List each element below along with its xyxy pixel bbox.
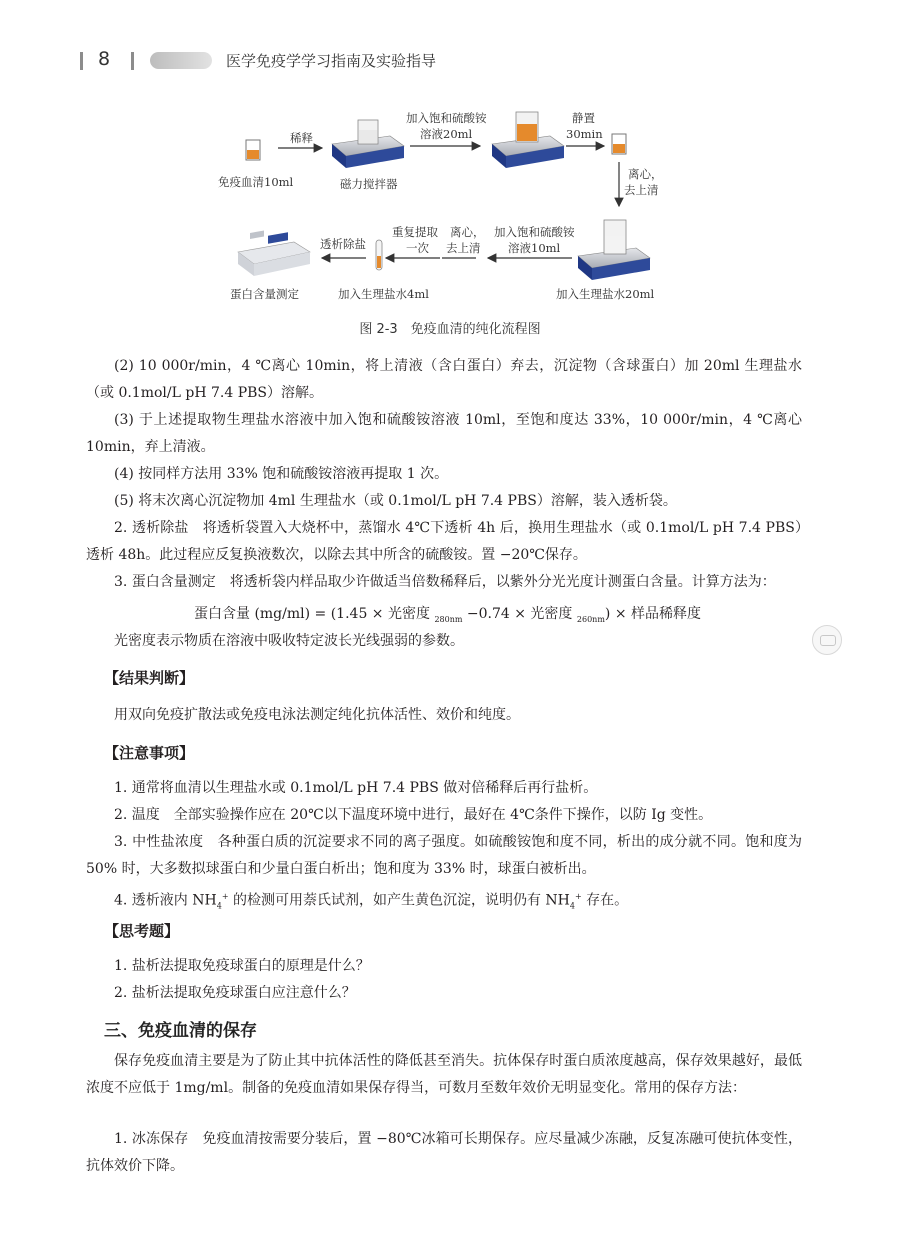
section-heading: 三、免疫血清的保存 [104,1021,257,1041]
label-add-ammonium-2-volume: 溶液10ml [508,241,561,255]
label-saline-20ml: 加入生理盐水20ml [556,287,655,301]
formula-part: 蛋白含量 (mg/ml) = (1.45 × 光密度 [194,606,435,622]
test-tube-icon [376,240,382,270]
label-stirrer: 磁力搅拌器 [340,177,398,191]
ammonium-superscript: + [574,892,582,901]
paragraph-step-4: (4) 按同样方法用 33% 饱和硫酸铵溶液再提取 1 次。 [114,466,449,482]
paragraph-step-3: (3) 于上述提取物生理盐水溶液中加入饱和硫酸铵溶液 10ml，至饱和度达 33%，10 000r/min，4 ℃离心 10min，弃上清液。 [86,412,802,455]
figure-caption: 图 2-3 免疫血清的纯化流程图 [359,322,541,337]
ammonium-superscript: + [221,892,229,901]
label-repeat: 重复提取 [392,225,438,239]
result-text: 用双向免疫扩散法或免疫电泳法测定纯化抗体活性、效价和纯度。 [114,707,520,723]
label-repeat-b: 一次 [406,241,429,255]
result-heading: 【结果判断】 [104,669,195,687]
paragraph-od-note: 光密度表示物质在溶液中吸收特定波长光线强弱的参数。 [114,633,464,649]
side-badge-icon [812,625,842,655]
label-centrifuge-2: 离心， [450,225,485,239]
formula-wavelength: 280nm [434,614,463,624]
serum-beaker-icon [246,140,260,160]
question-1: 1. 盐析法提取免疫球蛋白的原理是什么？ [114,958,370,974]
header-divider [80,52,83,70]
label-protein-assay: 蛋白含量测定 [230,287,299,301]
label-add-ammonium-1: 加入饱和硫酸铵 [406,111,487,125]
paragraph-dialysis: 2. 透析除盐 将透析袋置入大烧杯中，蒸馏水 4℃下透析 4h 后，换用生理盐水（或 0.1mol/L pH 7.4 PBS）透析 48h。此过程应反复换液数次，以除去其中所含的硫酸铵。置 −20℃保存。 [86,520,802,563]
label-add-ammonium-2: 加入饱和硫酸铵 [494,225,575,239]
formula-wavelength: 260nm [576,614,605,624]
note-4-part: 4. 透析液内 NH [114,892,217,909]
paragraph-protein-assay: 3. 蛋白含量测定 将透析袋内样品取少许做适当倍数稀释后，以紫外分光光度计测蛋白含量。计算方法为： [114,574,776,590]
questions-heading: 【思考题】 [104,922,180,940]
paragraph-step-2: (2) 10 000r/min，4 ℃离心 10min，将上清液（含白蛋白）弃去，沉淀物（含球蛋白）加 20ml 生理盐水（或 0.1mol/L pH 7.4 PBS）溶解。 [86,358,802,401]
paragraph-freeze-storage: 1. 冰冻保存 免疫血清按需要分装后，置 −80℃冰箱可长期保存。应尽量减少冻融，反复冻融可使抗体变性，抗体效价下降。 [86,1131,802,1174]
label-centrifuge-1-b: 去上清 [624,183,659,197]
note-4-part: 存在。 [581,892,629,909]
formula-part: ) × 样品稀释度 [604,606,701,622]
section-intro: 保存免疫血清主要是为了防止其中抗体活性的降低甚至消失。抗体保存时蛋白质浓度越高，保存效果越好，最低浓度不应低于 1mg/ml。制备的免疫血清如果保存得当，可数月至数年效价无明显变化。常用的保存方法： [86,1053,802,1096]
label-saline-4ml: 加入生理盐水4ml [338,287,429,301]
page-number: 8 [98,48,111,70]
label-stand: 静置 [572,111,595,125]
notes-heading: 【注意事项】 [104,744,195,762]
centrifuge-tube-icon [612,134,626,154]
purification-flowchart [210,98,680,308]
note-4-part: 的检测可用萘氏试剂，如产生黄色沉淀，说明仍有 NH [228,892,570,909]
note-2: 2. 温度 全部实验操作应在 20℃以下温度环境中进行，最好在 4℃条件下操作，以防 Ig 变性。 [114,807,713,823]
label-centrifuge-1: 离心， [628,167,663,181]
header-decoration [150,52,212,69]
magnetic-stirrer-icon [492,112,564,168]
spectrophotometer-icon [238,230,310,276]
label-add-ammonium-1-volume: 溶液20ml [420,127,473,141]
label-stand-time: 30min [566,127,603,141]
label-serum: 免疫血清10ml [218,175,294,189]
label-dialysis: 透析除盐 [320,237,366,251]
label-centrifuge-2-b: 去上清 [446,241,481,255]
note-1: 1. 通常将血清以生理盐水或 0.1mol/L pH 7.4 PBS 做对倍稀释后再行盐析。 [114,780,598,796]
note-4 [86,883,802,919]
page-header [0,46,900,74]
ammonium-subscript: 4 [216,901,222,911]
paragraph-step-5: (5) 将末次离心沉淀物加 4ml 生理盐水（或 0.1mol/L pH 7.4 PBS）溶解，装入透析袋。 [114,493,677,509]
magnetic-stirrer-icon [578,220,650,280]
ammonium-subscript: 4 [569,901,575,911]
book-title: 医学免疫学学习指南及实验指导 [226,52,437,70]
question-2: 2. 盐析法提取免疫球蛋白应注意什么？ [114,985,356,1001]
magnetic-stirrer-icon [332,120,404,168]
note-3: 3. 中性盐浓度 各种蛋白质的沉淀要求不同的离子强度。如硫酸铵饱和度不同，析出的成分就不同。饱和度为 50% 时，大多数拟球蛋白和少量白蛋白析出；饱和度为 33% 时，球蛋白被析出。 [86,834,802,877]
protein-formula [194,603,701,624]
label-dilute: 稀释 [290,131,313,145]
header-divider [131,52,134,70]
formula-part: −0.74 × 光密度 [462,606,577,622]
